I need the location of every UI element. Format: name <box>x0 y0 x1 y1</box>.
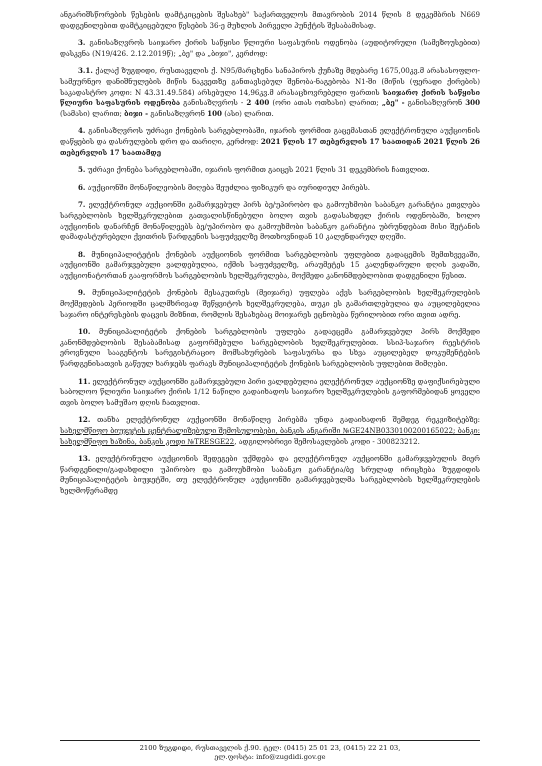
rent-amount: 2 400 <box>246 98 270 108</box>
paragraph-number: 12. <box>78 415 91 425</box>
paragraph-number: 8. <box>78 249 86 259</box>
paragraph-text: (სამასი) ლარით; <box>60 108 122 118</box>
document-body <box>60 10 480 504</box>
bold-text: საიჯარო ქირის საწყისი წლიური საფასურის ოდენობა <box>60 87 480 108</box>
paragraph-10 <box>60 327 480 369</box>
footer-email: ელ.ფოსტა: info@zugdidi.gov.ge <box>214 753 326 762</box>
paragraph-number: 9. <box>78 288 86 298</box>
deposit-amount: 300 <box>465 98 481 108</box>
paragraph-text: ანგარიშსწორების წესების დამტკიცების შესახებ" საქართველოს მთავრობის 2014 წლის 8 დეკემბრის N669 დადგენილებით დამტკიცებული წესების 36-ე მუხლის პირველი პუნქტის შესაბამისად. <box>60 10 480 30</box>
paragraph-9 <box>60 288 480 320</box>
paragraph-text: განისაზღვრონ <box>150 108 205 118</box>
paragraph-text: განისაზღვროს უძრავი ქონების სარგებლობაში, იჯარის ფორმით გაცემასთან ელექტრონული აუქციონის დაწყების და დასრულების დრო და თარიღი, კერძოდ: <box>60 126 480 146</box>
paragraph-number: 6. <box>78 182 86 192</box>
paragraph-text: მუნიციპალიტეტის ქონების აუქციონის ფორმით სარგებლობის უფლებით გადაცემის შემთხვევაში, აუქციონში გამარჯვებული ვალდებულია, იქმის საფუძველზე, არაუმეტეს 15 კალენდარული დღის ვადაში, აუქციონატორთან გააფორმოს სარგებლობის ხელშეკრულება, მოქმედი კანონმდებლობით დადგენილი წესით. <box>60 249 480 280</box>
paragraph-text: განისაზღვროს - <box>183 98 244 108</box>
paragraph-text: ელექტრონულ აუქციონში გამარჯვებულ პირს ბე/უპირობო და გამოუხმობი საბანკო გარანტია ეთვლება სარგებლობის ხელშეკრულებით გათვალისწინებული ბოლო თვის გადასახდელ ქირის ოდენობაში, ხოლო აუქციონის დანარჩენ მონაწილეებს ბე/უპირობო და გამოუხმობი საბანკო გარანტია უბრუნდებათ მისი შეტანის დამადასტურებელი ქვითრის წარდგენის საფუძველზე მოთხოვნიდან 10 კალენდარულ დღეში. <box>60 200 480 242</box>
paragraph-text: (ასი) ლარით. <box>224 108 274 118</box>
paragraph-intro-continuation <box>60 10 480 31</box>
paragraph-number: 11. <box>78 376 91 386</box>
paragraph-11 <box>60 377 480 409</box>
paragraph-8 <box>60 250 480 282</box>
paragraph-text: მუნიციპალიტეტის ქონების სარგებლობის უფლება გადაეცემა გამარჯვებულ პირს მოქმედი კანონმდებლობის შესაბამისად გაფორმებული სარგებლობის ხელშეკრულებით. სსიპ-საჯარო რეესტრის ეროვნული სააგენტოს სარეგისტრაციო მომსახურების საფასურსა და სხვა აუცილებელ დოკუმენტების წარდგენისათვის გაწეულ ხარჯებს ფარავს მუნიციპალიტეტის ქონების სარგებლობის უფლებით მიმღები. <box>60 327 480 369</box>
bold-text: ბიჯი - <box>124 108 149 118</box>
paragraph-text: უძრავი ქონება სარგებლობაში, იჯარის ფორმით გაიცეს 2021 წლის 31 დეკემბრის ჩათვლით. <box>87 165 430 175</box>
paragraph-13 <box>60 454 480 496</box>
paragraph-text: (ორი ათას ოთხასი) ლარით; <box>272 98 379 108</box>
paragraph-number: 13. <box>78 454 91 464</box>
paragraph-number: 3. <box>78 38 86 48</box>
paragraph-12 <box>60 415 480 447</box>
bid-step-amount: 100 <box>207 108 222 118</box>
page-footer <box>60 740 480 763</box>
paragraph-text: თანხა ელექტრონულ აუქციონში მონაწილე პირებმა უნდა გადაიხადონ შემდეგ რეკვიზიტებზე: <box>97 415 480 425</box>
bank-details: სახელმწიფო ბიუჯეტის ცენტრალიზებული შემოსულობები, ბანკის ანგარიში №GE24NB0330100200165022; ბანკი: სახელმწიფო ხაზინა, ბანკის კოდი №TRESGE22 <box>60 426 480 446</box>
paragraph-7 <box>60 200 480 242</box>
paragraph-3-1 <box>60 66 480 119</box>
bold-text: „ბე" - <box>381 98 405 108</box>
paragraph-number: 4. <box>78 126 86 136</box>
paragraph-text: ელექტრონული აუქციონის შედეგები უქმდება და ელექტრონულ აუქციონში გამარჯვებულის მიერ წარდგენილი/გადახდილი უპირობო და გამოუხმობი საბანკო გარანტია/ბე სრულად ირიცხება ზუგდიდის მუნიციპალიტეტის ბიუჯეტში, თუ ელექტრონულ აუქციონში გამარჯვებულმა სარგებლობის ხელშეკრულების ხელმოწერამდე <box>60 454 480 495</box>
paragraph-text: განისაზღვროს საიჯარო ქირის საწყისი წლიური საფასურის ოდენობა (აუდიტორული (სამეზოუსებით) დასკვნა (N19/426. 2.12.2019წ); „ბე" და „ბიჯი", კერძოდ: <box>60 38 480 58</box>
paragraph-number: 3.1. <box>78 66 93 76</box>
paragraph-3 <box>60 38 480 59</box>
auction-dates: 2021 წლის 17 თებერვლის 17 საათიდან 2021 წლის 26 თებერვლის 17 საათამდე <box>60 136 480 157</box>
paragraph-5 <box>60 165 480 176</box>
paragraph-number: 7. <box>78 200 86 210</box>
paragraph-text: მუნიციპალიტეტის ქონების მესაკუთრეს (მეიჯარე) უფლება აქვს სარგებლობის ხელშეკრულების მოქმედების პერიოდში ცალმხრივად შეწყვიტოს ხელშეკრულება, თუკი ეს გამართლებულია და აუცილებელია საჯარო ინტერესების დაცვის მიზნით, რომლის შესახებაც მოიჯარეს ეცნობება წერილობით ორი თვით ადრე. <box>60 288 480 319</box>
footer-address: 2100 ზუგდიდი, რუსთაველის ქ.90. ტელ: (0415) 25 01 23, (0415) 22 21 03, <box>139 744 401 752</box>
paragraph-number: 5. <box>78 165 86 175</box>
paragraph-6 <box>60 183 480 194</box>
paragraph-text: განისაზღვრონ <box>407 98 463 108</box>
paragraph-text: აუქციონში მონაწილეობის მიღება შეუძლია ფიზიკურ და იურიდიულ პირებს. <box>87 182 371 192</box>
paragraph-4 <box>60 126 480 158</box>
paragraph-number: 10. <box>78 327 91 337</box>
paragraph-text: , ადგილობრივი შემოსავლების კოდი - 300823212. <box>234 436 420 446</box>
paragraph-text: ელექტრონულ აუქციონში გამარჯვებული პირი ვალდებულია ელექტრონულ აუქციონზე დაფიქსირებული საბოლოო წლიური საიჯარო ქირის 1/12 ნაწილი გადაიხადოს საიჯარო ხელშეკრულების გაფორმებიდან ყოველი თვის ბოლო სამუშაო დღის ჩათვლით. <box>60 376 480 407</box>
paragraph-text: ქალაქ ზუგდიდი, რუსთაველის ქ. N95/მარცხენა სანაპიროს ქუჩაზე მდებარე 1675,00კვ.მ არასასოფლო-სამეურნეო დანიშნულების მიწის ნაკვეთზე განთავსებულ შენობა-ნაგებობა N1-ში (მიწის (ფერადი ქირების) საკადასტრო კოდი: N 43.31.49.584) არსებული 14,96კვ.მ არასაცხოვრებელი ფართის <box>60 66 480 97</box>
